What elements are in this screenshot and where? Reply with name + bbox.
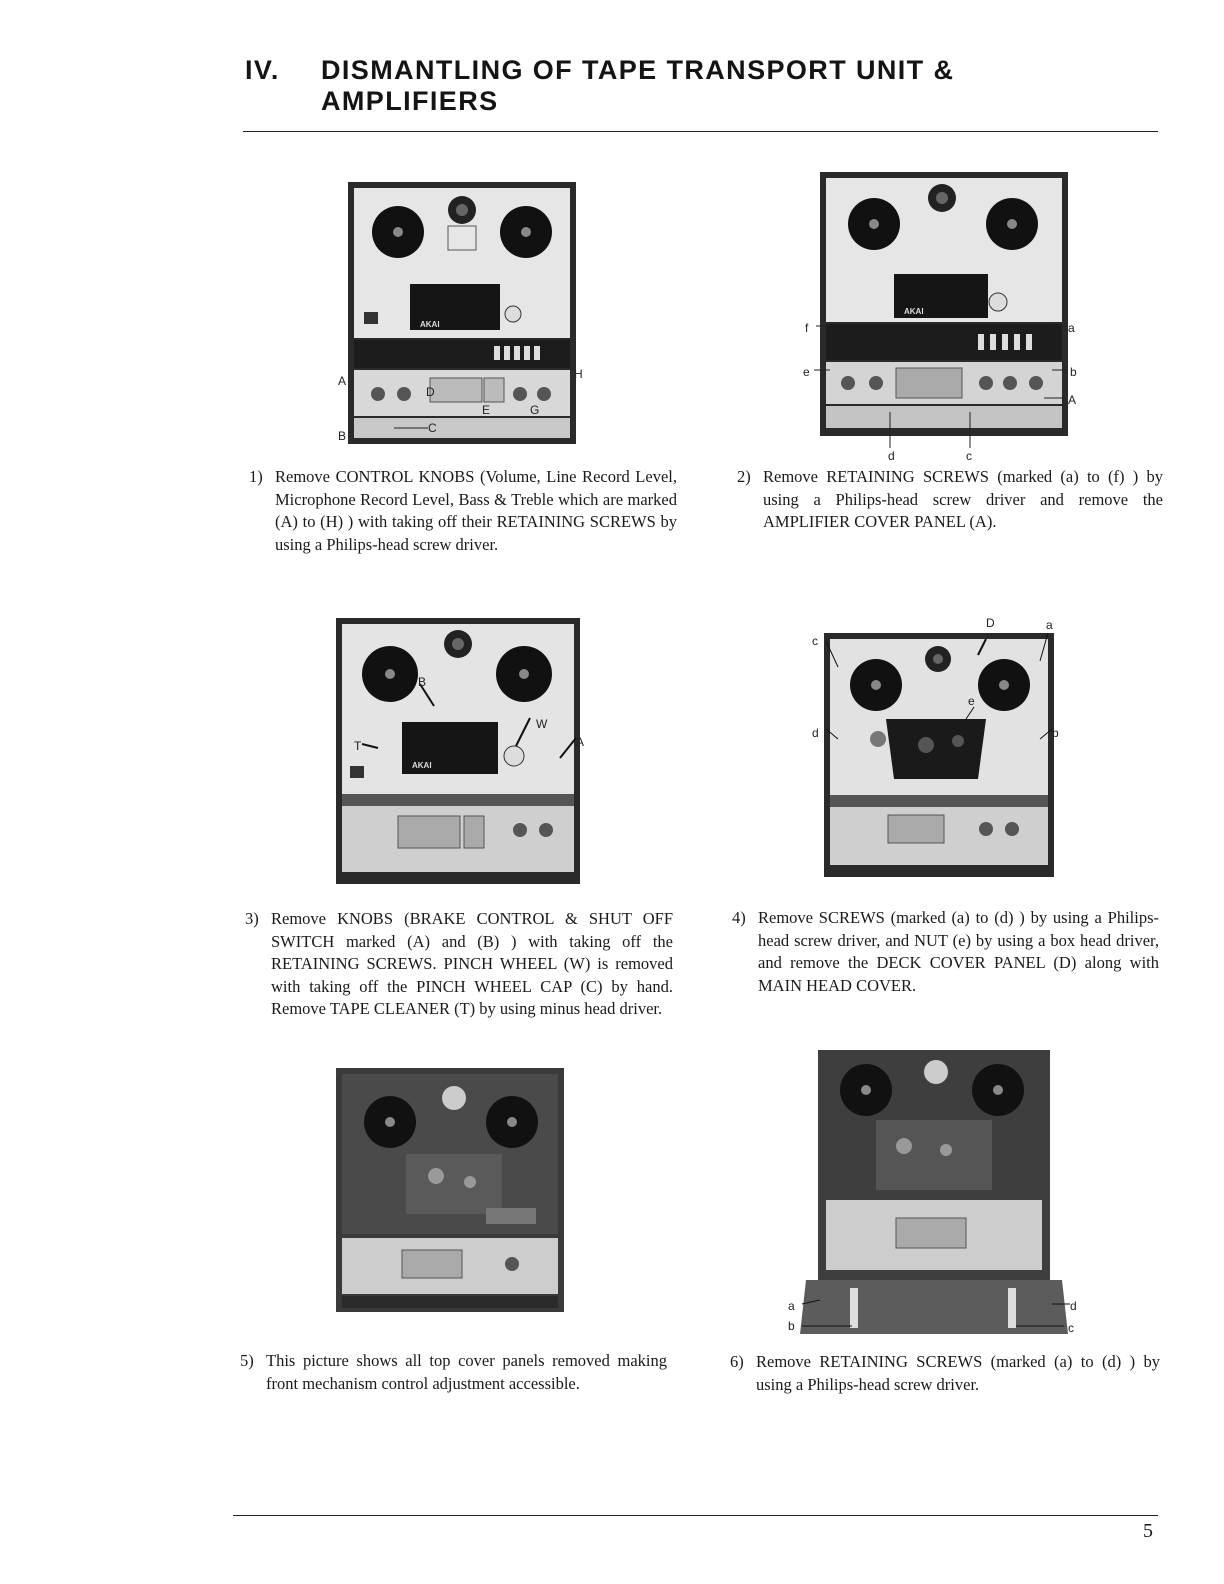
step-3-number: 3) <box>245 909 259 928</box>
photo-4-label-c: c <box>812 634 818 648</box>
step-3-text: Remove KNOBS (BRAKE CONTROL & SHUT OFF SWITCH marked (A) and (B) ) with taking off the RETAINING SCREWS. PINCH WHEEL (W) is removed with taking off the PINCH WHEEL CAP (C) by hand. Remove TAPE CLEANER (T) by using minus head driver. <box>271 909 673 1019</box>
photo-6 <box>786 1050 1081 1335</box>
photo-1-brand: AKAI <box>420 320 440 329</box>
photo-1-label-H: H <box>574 367 583 381</box>
step-4-number: 4) <box>732 908 746 927</box>
page-title <box>245 55 1145 117</box>
step-2-caption <box>737 466 1163 534</box>
photo-3-brand: AKAI <box>412 761 432 770</box>
photo-1-label-C: C <box>428 421 437 435</box>
step-4-caption <box>732 907 1159 997</box>
photo-2-label-f: f <box>805 321 809 335</box>
page-number: 5 <box>1143 1520 1153 1542</box>
photo-1-label-E: E <box>482 403 491 417</box>
photo-2-label-d: d <box>888 449 895 462</box>
photo-6-label-a: a <box>788 1299 795 1313</box>
step-6-caption <box>730 1351 1160 1396</box>
step-5-text: This picture shows all top cover panels removed making front mechanism control adjustment accessible. <box>266 1351 667 1393</box>
photo-4-label-b: b <box>1052 726 1059 740</box>
photo-2 <box>800 172 1085 462</box>
step-4-text: Remove SCREWS (marked (a) to (d) ) by using a Philips-head screw driver, and NUT (e) by using a box head driver, and remove the DECK COVER PANEL (D) along with MAIN HEAD COVER. <box>758 908 1159 995</box>
photo-6-label-c: c <box>1068 1321 1074 1335</box>
section-number: IV. <box>245 55 280 85</box>
step-3-caption <box>245 908 673 1021</box>
photo-6-label-b: b <box>788 1319 795 1333</box>
step-1-text: Remove CONTROL KNOBS (Volume, Line Record Level, Microphone Record Level, Bass & Treble which are marked (A) to (H) ) with taking off their RETAINING SCREWS by using a Philips-head screw driver. <box>275 467 677 554</box>
footer-rule <box>233 1515 1158 1516</box>
title-line-1: DISMANTLING OF TAPE TRANSPORT UNIT & <box>321 55 955 85</box>
photo-3-label-B: B <box>418 675 427 689</box>
photo-1 <box>338 182 586 448</box>
photo-3-label-A: A <box>576 735 585 749</box>
photo-1-label-D: D <box>426 385 435 399</box>
photo-1-label-G: G <box>530 403 540 417</box>
step-1-caption <box>249 466 677 556</box>
photo-4-label-D: D <box>986 616 995 630</box>
photo-3 <box>330 618 592 892</box>
header-rule <box>243 131 1158 132</box>
photo-3-label-W: W <box>536 717 548 731</box>
photo-3-label-T: T <box>354 739 362 753</box>
step-1-number: 1) <box>249 467 263 486</box>
photo-4 <box>808 615 1078 885</box>
photo-4-label-d: d <box>812 726 819 740</box>
photo-2-label-b: b <box>1070 365 1077 379</box>
step-2-text: Remove RETAINING SCREWS (marked (a) to (f) ) by using a Philips-head screw driver and remove the AMPLIFIER COVER PANEL (A). <box>763 467 1163 532</box>
photo-2-label-A: A <box>1068 393 1077 407</box>
photo-4-label-e: e <box>968 694 975 708</box>
photo-5 <box>336 1068 564 1318</box>
step-5-number: 5) <box>240 1351 254 1370</box>
photo-2-label-e: e <box>803 365 810 379</box>
photo-2-brand: AKAI <box>904 307 924 316</box>
step-5-caption <box>240 1350 667 1395</box>
photo-1-label-A: A <box>338 374 347 388</box>
photo-6-label-d: d <box>1070 1299 1077 1313</box>
step-2-number: 2) <box>737 467 751 486</box>
title-line-2: AMPLIFIERS <box>321 86 499 116</box>
photo-4-label-a: a <box>1046 618 1053 632</box>
photo-2-label-a: a <box>1068 321 1075 335</box>
photo-2-label-c: c <box>966 449 972 462</box>
photo-1-label-B: B <box>338 429 347 443</box>
step-6-text: Remove RETAINING SCREWS (marked (a) to (d) ) by using a Philips-head screw driver. <box>756 1352 1160 1394</box>
step-6-number: 6) <box>730 1352 744 1371</box>
